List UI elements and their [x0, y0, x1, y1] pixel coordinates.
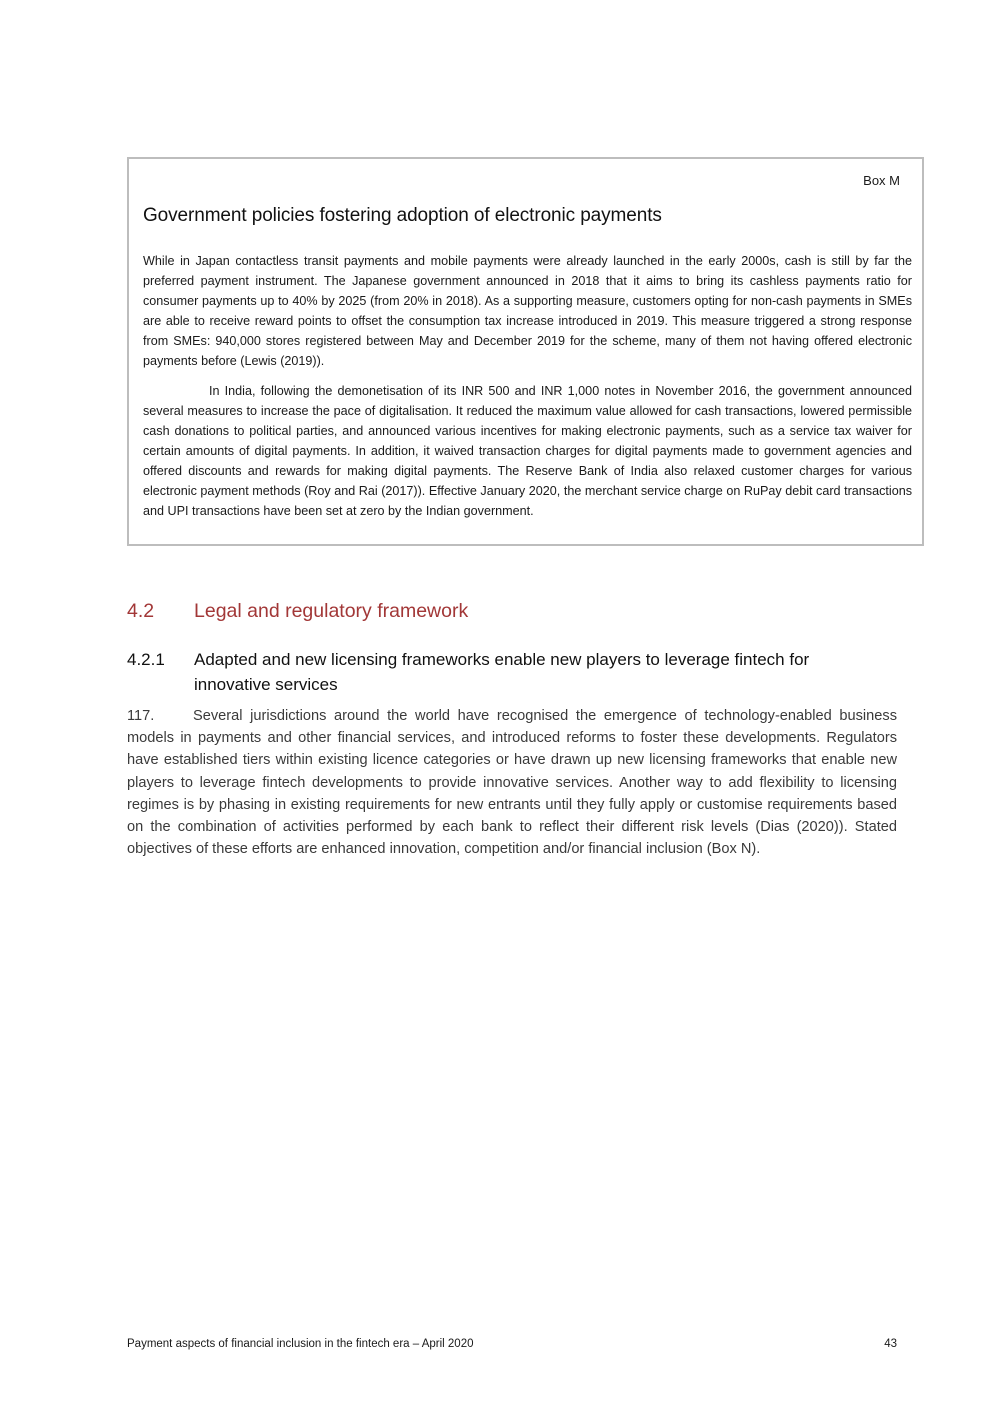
section-heading [127, 600, 468, 623]
footer-title: Payment aspects of financial inclusion in the fintech era – April 2020 [127, 1338, 474, 1350]
box-title: Government policies fostering adoption of electronic payments [143, 205, 662, 226]
section-title: Legal and regulatory framework [194, 600, 469, 622]
box-label: Box M [863, 173, 900, 188]
box-m [127, 157, 924, 546]
paragraph-number: 117. [127, 708, 155, 724]
paragraph-117 [127, 705, 897, 860]
subsection-title: Adapted and new licensing frameworks enable new players to leverage fintech for innovative services [194, 650, 810, 694]
subsection-heading [127, 647, 887, 697]
box-body [143, 251, 912, 521]
box-paragraph-india: In India, following the demonetisation of its INR 500 and INR 1,000 notes in November 2016, the government announced several measures to increase the pace of digitalisation. It reduced the maximum value allowed for cash transactions, lowered permissible cash donations to political parties, and announced various incentives for making electronic payments, such as a service tax waiver for certain amounts of digital payments. In addition, it waived transaction charges for digital payments made to government agencies and offered discounts and rewards for making digital payments. The Reserve Bank of India also relaxed customer charges for various electronic payment methods (Roy and Rai (2017)). Effective January 2020, the merchant service charge on RuPay debit card transactions and UPI transactions have been set at zero by the Indian government. [143, 384, 912, 518]
box-paragraph-japan: While in Japan contactless transit payments and mobile payments were already launched in the early 2000s, cash is still by far the preferred payment instrument. The Japanese government announced in 2018 that it aims to bring its cashless payments ratio for consumer payments up to 40% by 2025 (from 20% in 2018). As a supporting measure, customers opting for non-cash payments in SMEs are able to receive reward points to offset the consumption tax increase introduced in 2019. This measure triggered a strong response from SMEs: 940,000 stores registered between May and December 2019 for the scheme, many of them not having offered electronic payments before (Lewis (2019)). [143, 254, 912, 368]
section-number: 4.2 [127, 600, 155, 622]
paragraph-text: Several jurisdictions around the world have recognised the emergence of technology-enabled business models in payments and other financial services, and introduced reforms to foster these developments. Regulators have established tiers within existing licence categories or have drawn up new licensing frameworks that enable new players to leverage fintech developments to provide innovative services. Another way to add flexibility to licensing regimes is by phasing in existing requirements for new entrants until they fully apply or customise requirements based on the combination of activities performed by each bank to reflect their different risk levels (Dias (2020)). Stated objectives of these efforts are enhanced innovation, competition and/or financial inclusion (Box N). [127, 708, 897, 858]
subsection-number: 4.2.1 [127, 650, 165, 669]
page-number: 43 [884, 1338, 897, 1350]
